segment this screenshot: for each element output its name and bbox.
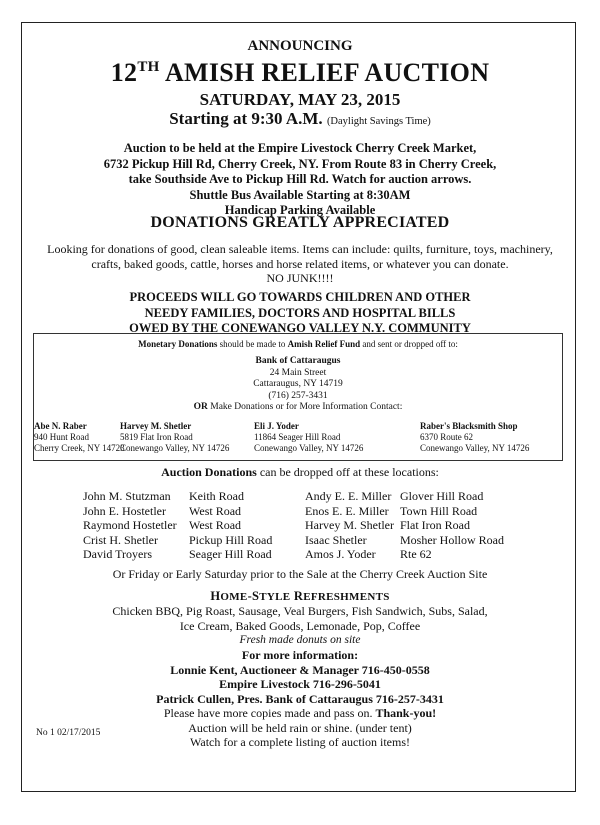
contact-address: 6370 Route 62 (420, 432, 473, 442)
start-time-text: Starting at 9:30 A.M. (169, 109, 323, 128)
contact-address: 940 Hunt Road (34, 432, 89, 442)
document-number: No 1 02/17/2015 (36, 728, 101, 738)
bank-phone: (716) 257-3431 (268, 390, 328, 401)
no-junk-note: NO JUNK!!!! (266, 271, 334, 285)
heading-smallcaps: TYLE (259, 591, 291, 603)
heading-letter: R (290, 589, 304, 603)
auction-date: SATURDAY, MAY 23, 2015 (199, 90, 401, 109)
fund-name: Amish Relief Fund (287, 339, 361, 349)
contact-card (34, 421, 125, 454)
contact-address: 11864 Seager Hill Road (254, 432, 341, 442)
contact-city: Conewango Valley, NY 14726 (254, 443, 364, 453)
contact-name: Abe N. Raber (34, 421, 87, 431)
venue-line: Auction to be held at the Empire Livestock Cherry Creek Market, (123, 141, 477, 155)
contact-name: Raber's Blacksmith Shop (420, 421, 518, 431)
drop-off-road: West Road (189, 503, 242, 518)
proceeds-line: OWED BY THE CONEWANGO VALLEY N.Y. COMMUNITY (129, 321, 471, 335)
contacts-row (34, 421, 562, 461)
copies-note (0, 706, 600, 721)
drop-off-text: can be dropped off at these locations: (256, 465, 439, 479)
drop-off-name: Andy E. E. Miller (305, 489, 392, 503)
refreshments-menu (0, 604, 600, 648)
rain-note: Auction will be held rain or shine. (under tent) (188, 720, 412, 735)
donation-items-text (0, 242, 600, 286)
drop-off-heading (0, 465, 600, 480)
heading-letter: H (210, 589, 221, 603)
monetary-text: and sent or dropped off to: (360, 339, 458, 349)
drop-off-road: West Road (189, 518, 242, 532)
bank-name: Bank of Cattaraugus (255, 356, 341, 366)
copies-text: Please have more copies made and pass on. (163, 706, 376, 720)
menu-line: Chicken BBQ, Pig Roast, Sausage, Veal Burgers, Fish Sandwich, Subs, Salad, (112, 604, 488, 618)
shuttle-note: Shuttle Bus Available Starting at 8:30AM (189, 187, 411, 202)
drop-off-name: John M. Stutzman (83, 489, 171, 503)
announcing-label: ANNOUNCING (247, 38, 353, 54)
more-info-heading: For more information: (241, 648, 359, 662)
drop-off-road: Rte 62 (400, 547, 432, 561)
contact-city: Conewango Valley, NY 14726 (120, 443, 230, 453)
donations-heading: DONATIONS GREATLY APPRECIATED (150, 214, 450, 231)
proceeds-line: NEEDY FAMILIES, DOCTORS AND HOSPITAL BILLS (144, 305, 456, 320)
proceeds-line: PROCEEDS WILL GO TOWARDS CHILDREN AND OTHER (129, 290, 471, 304)
title-text: AMISH RELIEF AUCTION (164, 58, 490, 87)
venue-block (0, 141, 600, 219)
title-number: 12 (110, 58, 138, 87)
contact-name: Eli J. Yoder (254, 421, 299, 431)
drop-off-name: John E. Hostetler (83, 503, 166, 518)
monetary-donations-box (33, 333, 563, 461)
drop-off-road: Town Hill Road (400, 503, 478, 518)
drop-off-name: Amos J. Yoder (305, 547, 376, 561)
monetary-instructions (34, 339, 562, 349)
refreshments-heading (0, 589, 600, 604)
friday-note: Or Friday or Early Saturday prior to the Sale at the Cherry Creek Auction Site (112, 567, 488, 581)
contact-address: 5819 Flat Iron Road (120, 432, 193, 442)
drop-off-name: Isaac Shetler (305, 532, 367, 547)
contact-city: Conewango Valley, NY 14726 (420, 443, 530, 453)
drop-off-road: Seager Hill Road (189, 547, 272, 561)
donuts-note: Fresh made donuts on site (239, 634, 361, 646)
proceeds-block (0, 290, 600, 337)
contact-card (254, 421, 363, 454)
contact-intro (34, 402, 562, 414)
heading-smallcaps: EFRESHMENTS (303, 591, 390, 603)
contact-card (420, 421, 529, 454)
or-label: OR (193, 402, 208, 412)
drop-off-name: Enos E. E. Miller (305, 503, 389, 518)
bank-address (34, 356, 562, 414)
info-contact: Lonnie Kent, Auctioneer & Manager 716-450-0558 (170, 662, 430, 677)
drop-off-road: Keith Road (189, 489, 244, 503)
drop-off-road: Mosher Hollow Road (400, 532, 504, 547)
drop-off-name: Raymond Hostetler (83, 518, 177, 532)
info-contact: Empire Livestock 716-296-5041 (219, 677, 381, 691)
menu-line: Ice Cream, Baked Goods, Lemonade, Pop, Coffee (179, 618, 421, 633)
info-contact: Patrick Cullen, Pres. Bank of Cattaraugus 716-257-3431 (156, 691, 444, 706)
start-time (0, 109, 600, 129)
dst-note: (Daylight Savings Time) (326, 116, 431, 127)
bank-street: 24 Main Street (269, 367, 327, 378)
contact-city: Cherry Creek, NY 14723 (34, 443, 125, 453)
drop-off-label: Auction Donations (161, 465, 257, 479)
donation-items-line: crafts, baked goods, cattle, horses and horse related items, or whatever you can donate. (91, 256, 509, 271)
bank-city: Cattaraugus, NY 14719 (253, 379, 343, 389)
drop-off-road: Pickup Hill Road (189, 532, 273, 547)
donation-items-line: Looking for donations of good, clean saleable items. Items can include: quilts, furniture, toys, machinery, (47, 242, 553, 256)
drop-off-road: Glover Hill Road (400, 489, 484, 503)
drop-off-road: Flat Iron Road (400, 518, 470, 532)
venue-line: take Southside Ave to Pickup Hill Rd. Watch for auction arrows. (128, 172, 472, 186)
drop-off-name: Crist H. Shetler (83, 532, 158, 547)
watch-note: Watch for a complete listing of auction items! (190, 735, 410, 749)
drop-off-name: David Troyers (83, 547, 153, 561)
monetary-text: should be made to (217, 339, 288, 349)
parking-note: Handicap Parking Available (224, 203, 376, 217)
flyer-title (0, 58, 600, 88)
monetary-label: Monetary Donations (138, 339, 218, 349)
heading-smallcaps: OME (220, 591, 248, 603)
contact-name: Harvey M. Shetler (120, 421, 192, 431)
title-ordinal: TH (137, 59, 160, 75)
venue-line: 6732 Pickup Hill Rd, Cherry Creek, NY. From Route 83 in Cherry Creek, (103, 156, 497, 171)
contact-card (120, 421, 229, 454)
drop-off-name: Harvey M. Shetler (305, 518, 394, 532)
thank-you: Thank-you! (375, 706, 437, 720)
contact-intro-text: Make Donations or for More Information Contact: (207, 402, 403, 412)
heading-letter: -S (247, 589, 260, 603)
